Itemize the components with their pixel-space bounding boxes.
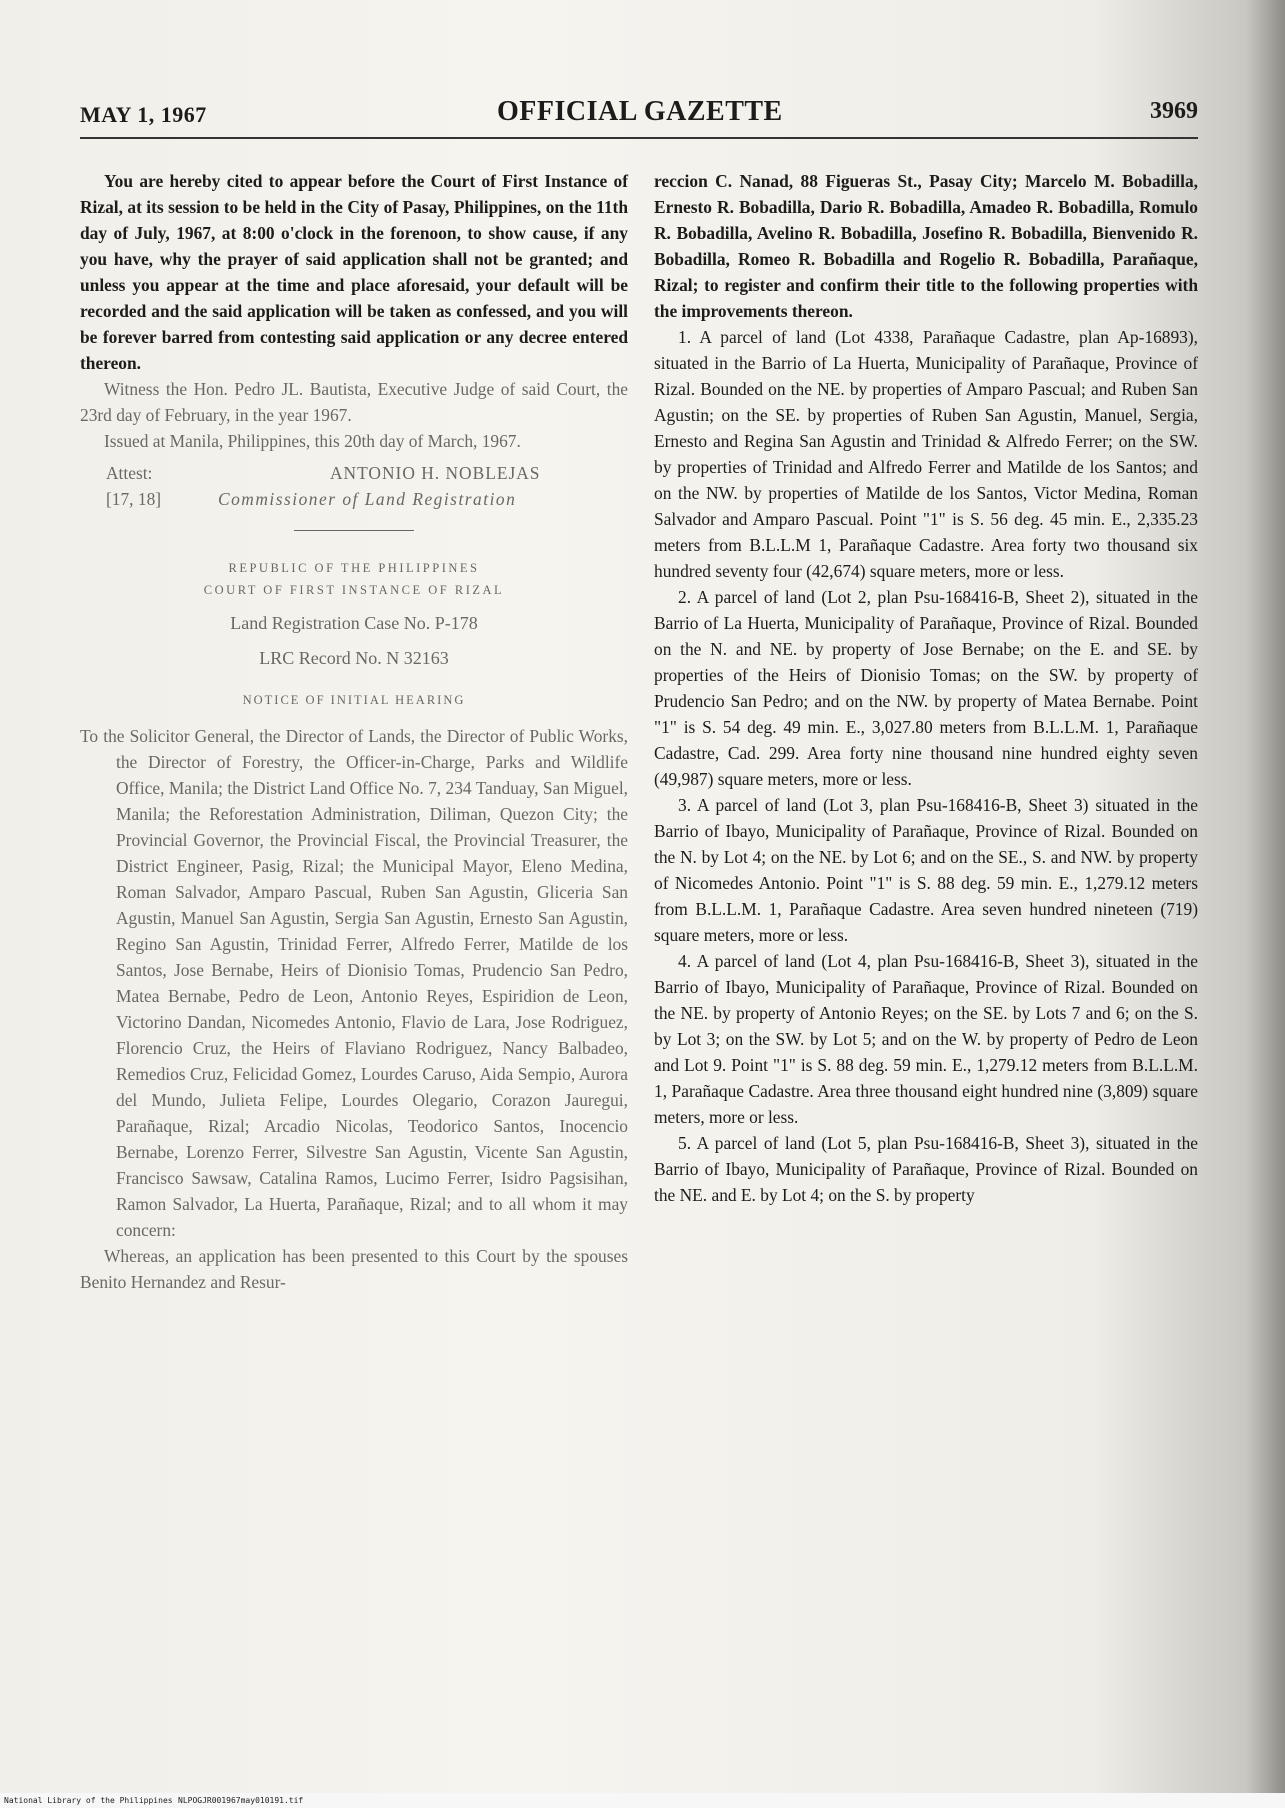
attest-reference: [17, 18] xyxy=(106,489,162,509)
parcel-2: 2. A parcel of land (Lot 2, plan Psu-168416-B, Sheet 2), situated in the Barrio of La Huerta, Municipality of Parañaque, Province of Rizal. Bounded on the N. and NE. by property of Jose Bernabe; on the E. and SE. by properties of the Heirs of Dionisio Tomas; on the SW. by property of Prudencio San Pedro; and on the NW. by property of Matea Bernabe. Point "1" is S. 54 deg. 49 min. E., 3,027.80 meters from B.L.L.M. 1, Parañaque Cadastre, Cad. 299. Area forty nine thousand nine hundred eighty seven (49,987) square meters, more or less. xyxy=(654,587,1198,789)
citation-paragraph: You are hereby cited to appear before the Court of First Instance of Rizal, at its session to be held in the City of Pasay, Philippines, on the 11th day of July, 1967, at 8:00 o'clock in the forenoon, to show cause, if any you have, why the prayer of said application shall not be granted; and unless you appear at the time and place aforesaid, your default will be recorded and the said application will be taken as confessed, and you will be forever barred from contesting said application or any decree entered thereon. xyxy=(80,171,628,373)
parcel-5: 5. A parcel of land (Lot 5, plan Psu-168416-B, Sheet 3), situated in the Barrio of Ibayo, Municipality of Parañaque, Province of Rizal. Bounded on the NE. and E. by Lot 4; on the S. by property xyxy=(654,1133,1198,1205)
addressees-paragraph: To the Solicitor General, the Director of Lands, the Director of Public Works, the Director of Forestry, the Officer-in-Charge, Parks and Wildlife Office, Manila; the District Land Office No. 7, 234 Tanduay, San Miguel, Manila; the Reforestation Administration, Diliman, Quezon City; the Provincial Governor, the Provincial Fiscal, the Provincial Treasurer, the District Engineer, Pasig, Rizal; the Municipal Mayor, Eleno Medina, Roman Salvador, Amparo Pascual, Ruben San Agustin, Gliceria San Agustin, Manuel San Agustin, Sergia San Agustin, Ernesto San Agustin, Regino San Agustin, Trinidad Ferrer, Alfredo Ferrer, Matilde de los Santos, Jose Bernabe, Heirs of Dionisio Tomas, Prudencio San Pedro, Matea Bernabe, Pedro de Leon, Antonio Reyes, Espiridion de Leon, Victorino Dandan, Nicomedes Antonio, Flavio de Lara, Jose Rodriguez, Florencio Cruz, the Heirs of Flaviano Rodriguez, Nancy Balbadeo, Remedios Cruz, Felicidad Gomez, Lourdes Caruso, Aida Sempio, Aurora del Mundo, Julieta Felipe, Lourdes Olegario, Corazon Jauregui, Parañaque, Rizal; Arcadio Nicolas, Teodorico Santos, Inocencio Bernabe, Lorenzo Ferrer, Silvestre San Agustin, Vicente San Agustin, Francisco Sawsaw, Catalina Ramos, Lucimo Ferrer, Isidro Pagsisihan, Ramon Salvador, La Huerta, Parañaque, Rizal; and to all whom it may concern: xyxy=(80,726,628,1240)
parcel-1: 1. A parcel of land (Lot 4338, Parañaque Cadastre, plan Ap-16893), situated in the Barrio of La Huerta, Municipality of Parañaque, Province of Rizal. Bounded on the NE. by properties of Amparo Pascual; and Ruben San Agustin; on the SE. by properties of Ruben San Agustin, Manuel, Sergia, Ernesto and Regina San Agustin and Trinidad & Alfredo Ferrer; on the SW. by properties of Trinidad and Alfredo Ferrer and Matilde de los Santos; and on the NW. by properties of Matilde de los Santos, Victor Medina, Roman Salvador and Amparo Pascual. Point "1" is S. 56 deg. 45 min. E., 2,335.23 meters from B.L.L.M 1, Parañaque Cadastre. Area forty two thousand six hundred seventy four (42,674) square meters, more or less. xyxy=(654,327,1198,581)
applicants-paragraph: reccion C. Nanad, 88 Figueras St., Pasay City; Marcelo M. Bobadilla, Ernesto R. Bobadilla, Dario R. Bobadilla, Amadeo R. Bobadilla, Romulo R. Bobadilla, Avelino R. Bobadilla, Josefino R. Bobadilla, Bienvenido R. Bobadilla, Romeo R. Bobadilla and Rogelio R. Bobadilla, Parañaque, Rizal; to register and confirm their title to the following properties with the improvements thereon. xyxy=(654,171,1198,321)
witness-paragraph: Witness the Hon. Pedro JL. Bautista, Executive Judge of said Court, the 23rd day of February, in the year 1967. xyxy=(80,379,628,425)
record-number: LRC Record No. N 32163 xyxy=(259,648,449,668)
page-header xyxy=(80,92,1198,132)
attest-block xyxy=(80,460,628,512)
section-divider xyxy=(294,530,414,531)
court-heading: COURT OF FIRST INSTANCE OF RIZAL xyxy=(203,583,505,597)
attest-title: Commissioner of Land Registration xyxy=(218,489,517,509)
notice-title: NOTICE OF INITIAL HEARING xyxy=(242,693,466,707)
left-column xyxy=(80,168,628,1295)
header-rule xyxy=(80,137,1198,139)
page-number: 3969 xyxy=(1150,98,1198,124)
footer-source: National Library of the Philippines xyxy=(4,1796,173,1805)
attest-signatory: ANTONIO H. NOBLEJAS xyxy=(330,463,541,483)
publication-title: OFFICIAL GAZETTE xyxy=(497,96,783,127)
scan-footer xyxy=(0,1793,1285,1808)
right-column xyxy=(654,168,1198,1208)
republic-heading: REPUBLIC OF THE PHILIPPINES xyxy=(228,561,480,575)
attest-label: Attest: xyxy=(106,463,153,483)
whereas-paragraph: Whereas, an application has been presented to this Court by the spouses Benito Hernandez and Resur- xyxy=(80,1246,628,1292)
parcel-3: 3. A parcel of land (Lot 3, plan Psu-168416-B, Sheet 3) situated in the Barrio of Ibayo, Municipality of Parañaque, Province of Rizal. Bounded on the N. by Lot 4; on the NE. by Lot 6; and on the SE., S. and NW. by property of Nicomedes Antonio. Point "1" is S. 88 deg. 59 min. E., 1,279.12 meters from B.L.L.M. 1, Parañaque Cadastre. Area seven hundred nineteen (719) square meters, more or less. xyxy=(654,795,1198,945)
footer-filename: NLPOGJR001967may010191.tif xyxy=(178,1796,304,1805)
issue-date: MAY 1, 1967 xyxy=(80,102,207,127)
case-number: Land Registration Case No. P-178 xyxy=(230,613,478,633)
parcel-4: 4. A parcel of land (Lot 4, plan Psu-168416-B, Sheet 3), situated in the Barrio of Ibayo, Municipality of Parañaque, Province of Rizal. Bounded on the NE. by property of Antonio Reyes; on the SE. by Lots 7 and 6; on the S. by Lot 3; on the SW. by Lot 5; and on the W. by property of Pedro de Leon and Lot 9. Point "1" is S. 88 deg. 59 min. E., 1,279.12 meters from B.L.L.M. 1, Parañaque Cadastre. Area three thousand eight hundred nine (3,809) square meters, more or less. xyxy=(654,951,1198,1127)
issued-paragraph: Issued at Manila, Philippines, this 20th day of March, 1967. xyxy=(104,431,521,451)
